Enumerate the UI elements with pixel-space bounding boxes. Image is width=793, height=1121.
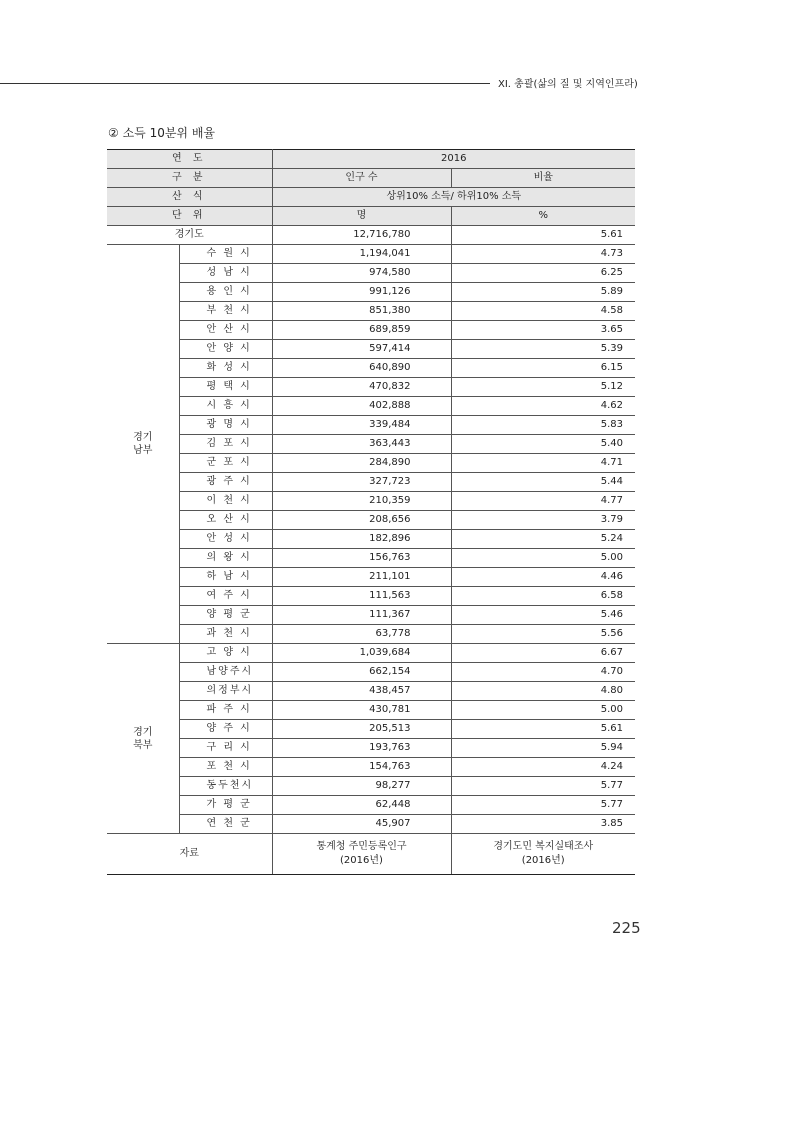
population-value: 662,154 — [272, 663, 451, 682]
source-line: (2016년) — [340, 855, 383, 866]
province-ratio: 5.61 — [451, 226, 635, 245]
ratio-value: 5.77 — [451, 796, 635, 815]
ratio-value: 5.12 — [451, 378, 635, 397]
city-name: 안 양 시 — [179, 340, 272, 359]
population-value: 470,832 — [272, 378, 451, 397]
city-name: 화 성 시 — [179, 359, 272, 378]
city-name: 양 평 군 — [179, 606, 272, 625]
table-row — [107, 777, 635, 796]
city-name: 양 주 시 — [179, 720, 272, 739]
region-label — [107, 644, 179, 834]
table-row — [107, 359, 635, 378]
source-line: 통계청 주민등록인구 — [316, 841, 407, 852]
city-name: 포 천 시 — [179, 758, 272, 777]
city-name: 과 천 시 — [179, 625, 272, 644]
population-value: 211,101 — [272, 568, 451, 587]
ratio-value: 6.25 — [451, 264, 635, 283]
population-source — [272, 834, 451, 875]
city-name: 안 성 시 — [179, 530, 272, 549]
ratio-source — [451, 834, 635, 875]
population-value: 284,890 — [272, 454, 451, 473]
table-row — [107, 625, 635, 644]
population-value: 156,763 — [272, 549, 451, 568]
city-name: 수 원 시 — [179, 245, 272, 264]
city-name: 구 리 시 — [179, 739, 272, 758]
city-name: 평 택 시 — [179, 378, 272, 397]
table-row — [107, 815, 635, 834]
city-name: 광 주 시 — [179, 473, 272, 492]
population-value: 640,890 — [272, 359, 451, 378]
city-name: 오 산 시 — [179, 511, 272, 530]
population-value: 1,194,041 — [272, 245, 451, 264]
ratio-value: 5.00 — [451, 549, 635, 568]
city-name: 고 양 시 — [179, 644, 272, 663]
ratio-value: 5.44 — [451, 473, 635, 492]
city-name: 파 주 시 — [179, 701, 272, 720]
table-row — [107, 530, 635, 549]
population-value: 991,126 — [272, 283, 451, 302]
population-value: 1,039,684 — [272, 644, 451, 663]
table-row — [107, 492, 635, 511]
region-label-line: 남부 — [133, 445, 153, 456]
ratio-value: 5.39 — [451, 340, 635, 359]
ratio-value: 6.58 — [451, 587, 635, 606]
table-row — [107, 340, 635, 359]
city-name: 안 산 시 — [179, 321, 272, 340]
city-name: 동두천시 — [179, 777, 272, 796]
header-rule — [0, 83, 490, 84]
header-col-ratio: 비율 — [451, 169, 635, 188]
table-row — [107, 511, 635, 530]
ratio-value: 4.58 — [451, 302, 635, 321]
population-value: 402,888 — [272, 397, 451, 416]
city-name: 광 명 시 — [179, 416, 272, 435]
source-label: 자료 — [107, 834, 272, 875]
city-name: 남양주시 — [179, 663, 272, 682]
city-name: 시 흥 시 — [179, 397, 272, 416]
population-value: 111,563 — [272, 587, 451, 606]
header-row-unit — [107, 207, 635, 226]
ratio-value: 4.70 — [451, 663, 635, 682]
population-value: 45,907 — [272, 815, 451, 834]
population-value: 339,484 — [272, 416, 451, 435]
header-value: 2016 — [272, 150, 635, 169]
header-unit-population: 명 — [272, 207, 451, 226]
population-value: 62,448 — [272, 796, 451, 815]
ratio-value: 3.85 — [451, 815, 635, 834]
city-name: 의정부시 — [179, 682, 272, 701]
ratio-value: 6.67 — [451, 644, 635, 663]
table-row — [107, 473, 635, 492]
table-row — [107, 682, 635, 701]
ratio-value: 5.89 — [451, 283, 635, 302]
header-label: 산 식 — [107, 188, 272, 207]
header-col-population: 인구 수 — [272, 169, 451, 188]
ratio-value: 5.40 — [451, 435, 635, 454]
table-row — [107, 568, 635, 587]
table-row — [107, 701, 635, 720]
header-row-year — [107, 150, 635, 169]
population-value: 597,414 — [272, 340, 451, 359]
region-label — [107, 245, 179, 644]
table-row — [107, 397, 635, 416]
ratio-value: 4.46 — [451, 568, 635, 587]
table-row — [107, 264, 635, 283]
table-row — [107, 302, 635, 321]
population-value: 851,380 — [272, 302, 451, 321]
table-row — [107, 549, 635, 568]
table-row — [107, 739, 635, 758]
ratio-value: 5.61 — [451, 720, 635, 739]
population-value: 193,763 — [272, 739, 451, 758]
ratio-value: 4.71 — [451, 454, 635, 473]
table-row — [107, 758, 635, 777]
table-row — [107, 454, 635, 473]
population-value: 63,778 — [272, 625, 451, 644]
city-name: 연 천 군 — [179, 815, 272, 834]
ratio-value: 4.73 — [451, 245, 635, 264]
population-value: 111,367 — [272, 606, 451, 625]
population-value: 438,457 — [272, 682, 451, 701]
ratio-value: 5.56 — [451, 625, 635, 644]
city-name: 부 천 시 — [179, 302, 272, 321]
city-name: 이 천 시 — [179, 492, 272, 511]
population-value: 182,896 — [272, 530, 451, 549]
province-population: 12,716,780 — [272, 226, 451, 245]
ratio-value: 4.62 — [451, 397, 635, 416]
header-row-formula — [107, 188, 635, 207]
city-name: 하 남 시 — [179, 568, 272, 587]
city-name: 여 주 시 — [179, 587, 272, 606]
source-line: 경기도민 복지실태조사 — [493, 841, 594, 852]
table-row — [107, 283, 635, 302]
source-line: (2016년) — [521, 855, 565, 866]
city-name: 성 남 시 — [179, 264, 272, 283]
source-row — [107, 834, 635, 875]
population-value: 430,781 — [272, 701, 451, 720]
table-row — [107, 321, 635, 340]
table-row — [107, 416, 635, 435]
ratio-value: 3.79 — [451, 511, 635, 530]
city-name: 의 왕 시 — [179, 549, 272, 568]
table-row — [107, 378, 635, 397]
header-unit-ratio: % — [451, 207, 635, 226]
ratio-value: 3.65 — [451, 321, 635, 340]
population-value: 98,277 — [272, 777, 451, 796]
header-value: 상위10% 소득/ 하위10% 소득 — [272, 188, 635, 207]
region-label-line: 경기 — [133, 432, 153, 443]
population-value: 689,859 — [272, 321, 451, 340]
header-label: 구 분 — [107, 169, 272, 188]
region-label-line: 경기 — [133, 726, 153, 738]
city-name: 가 평 군 — [179, 796, 272, 815]
table-row — [107, 435, 635, 454]
ratio-value: 5.77 — [451, 777, 635, 796]
ratio-value: 4.77 — [451, 492, 635, 511]
ratio-value: 5.83 — [451, 416, 635, 435]
running-header: XI. 총괄(삶의 질 및 지역인프라) — [498, 79, 638, 90]
city-name: 김 포 시 — [179, 435, 272, 454]
ratio-value: 5.24 — [451, 530, 635, 549]
ratio-value: 4.80 — [451, 682, 635, 701]
population-value: 210,359 — [272, 492, 451, 511]
income-ratio-table — [107, 149, 635, 875]
table-row — [107, 644, 635, 663]
table-row — [107, 245, 635, 264]
population-value: 974,580 — [272, 264, 451, 283]
header-row-category — [107, 169, 635, 188]
province-name: 경기도 — [107, 226, 272, 245]
population-value: 205,513 — [272, 720, 451, 739]
page-number: 225 — [612, 919, 641, 937]
ratio-value: 4.24 — [451, 758, 635, 777]
header-label: 연 도 — [107, 150, 272, 169]
table-row — [107, 663, 635, 682]
table-row — [107, 796, 635, 815]
population-value: 327,723 — [272, 473, 451, 492]
table-row — [107, 606, 635, 625]
ratio-value: 5.94 — [451, 739, 635, 758]
city-name: 군 포 시 — [179, 454, 272, 473]
ratio-value: 6.15 — [451, 359, 635, 378]
ratio-value: 5.46 — [451, 606, 635, 625]
ratio-value: 5.00 — [451, 701, 635, 720]
population-value: 154,763 — [272, 758, 451, 777]
section-title: ② 소득 10분위 배율 — [108, 126, 216, 140]
region-label-line: 북부 — [133, 739, 153, 751]
population-value: 363,443 — [272, 435, 451, 454]
table-row — [107, 587, 635, 606]
table-row — [107, 720, 635, 739]
header-label: 단 위 — [107, 207, 272, 226]
province-row — [107, 226, 635, 245]
city-name: 용 인 시 — [179, 283, 272, 302]
population-value: 208,656 — [272, 511, 451, 530]
